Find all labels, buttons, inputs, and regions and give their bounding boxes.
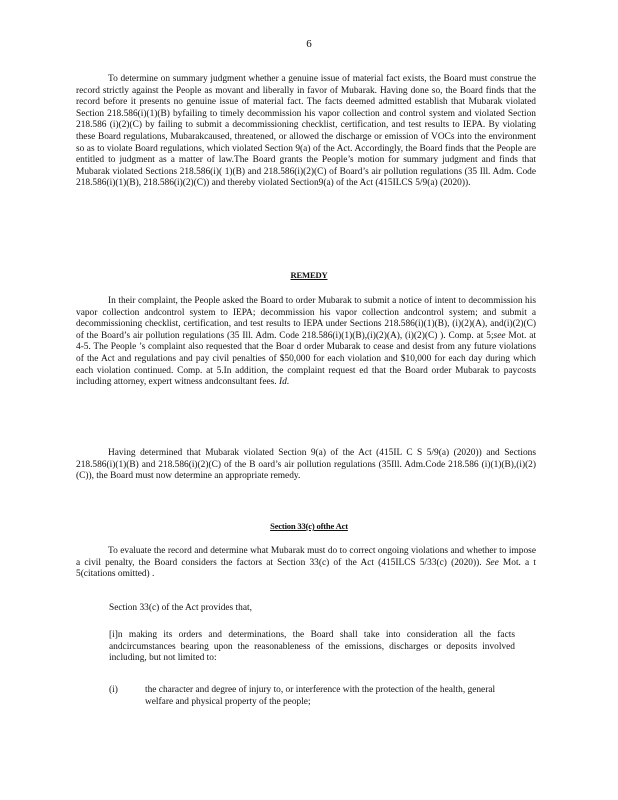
- paragraph-section-33c-provides: Section 33(c) of the Act provides that,: [109, 603, 252, 613]
- heading-section-33c: Section 33(c) ofthe Act: [270, 521, 348, 531]
- paragraph-having-determined: Having determined that Mubarak violated Section 9(a) of the Act (415IL C S 5/9(a) (2020)) and Sections 218.586(i)(1)(B) and 218.586(i)(2)(C) of the B oard’s air pollution regulations (35Ill. Adm.Code 218.586 (i)(1)(B),(i)(2)(C)), the Board must now determine an appropriate remedy.: [76, 448, 536, 482]
- page-number: 6: [306, 38, 312, 50]
- paragraph-complaint-request: In their complaint, the People asked the Board to order Mubarak to submit a notice of intent to decommission his vapor collection andcontrol system to IEPA; decommission his vapor collection andcontrol system; and submit a decommissioning checklist, certification, and test results to IEPA under Sections 218.586(i)(1)(B), (i)(2)(A), and(i)(2)(C) of the Board’s air pollution regulations (35 Ill. Adm. Code 218.586(i)(1)(B),(i)(2)(A), (i)(2)(C) ). Comp. at 5;see Mot. at 4-5. The People ’s complaint also requested that the Boar d order Mubarak to cease and desist from any future violations of the Act and regulations and pay civil penalties of $50,000 for each violation and $10,000 for each day during which each violation continued. Comp. at 5.In addition, the complaint request ed that the Board order Mubarak to paycosts including attorney, expert witness andconsultant fees. Id.: [76, 296, 536, 388]
- citation-see-2: See: [485, 557, 499, 568]
- paragraph-summary-judgment: To determine on summary judgment whether a genuine issue of material fact exists, the Board must construe the record strictly against the People as movant and liberally in favor of Mubarak. Having done so, the Board finds that the record before it presents no genuine issue of material fact. The facts deemed admitted establish that Mubarak violated Section 218.586(i)(1)(B) byfailing to timely decommission his vapor collection and control system and violated Section 218.586 (i)(2)(C) by failing to submit a decommissioning checklist, certification, and test results to IEPA. By violating these Board regulations, Mubarakcaused, threatened, or allowed the discharge or emission of VOCs into the environment so as to violate Board regulations, which violated Section 9(a) of the Act. Accordingly, the Board finds that the People are entitled to judgment as a matter of law.The Board grants the People’s motion for summary judgment and finds that Mubarak violated Sections 218.586(i)( 1)(B) and 218.586(i)(2)(C) of Board’s air pollution regulations (35 Ill. Adm. Code 218.586(i)(1)(B), 218.586(i)(2)(C)) and thereby violated Section9(a) of the Act (415ILCS 5/9(a) (2020)).: [76, 74, 536, 189]
- list-item-text: the character and degree of injury to, or interference with the protection of the health, general welfare and physical property of the people;: [145, 685, 496, 707]
- citation-see: see: [493, 330, 506, 341]
- block-quote: [i]n making its orders and determinations, the Board shall take into consideration all the facts andcircumstances bearing upon the reasonableness of the emissions, discharges or deposits involved including, but not limited to:: [109, 630, 515, 664]
- heading-remedy: REMEDY: [290, 270, 328, 280]
- citation-id: Id: [278, 377, 287, 388]
- paragraph-evaluate-record: To evaluate the record and determine what Mubarak must do to correct ongoing violations and whether to impose a civil penalty, the Board considers the factors at Section 33(c) of the Act (415ILCS 5/33(c) (2020)). See Mot. a t 5(citations omitted) .: [76, 546, 536, 580]
- list-item-number: (i): [109, 685, 118, 695]
